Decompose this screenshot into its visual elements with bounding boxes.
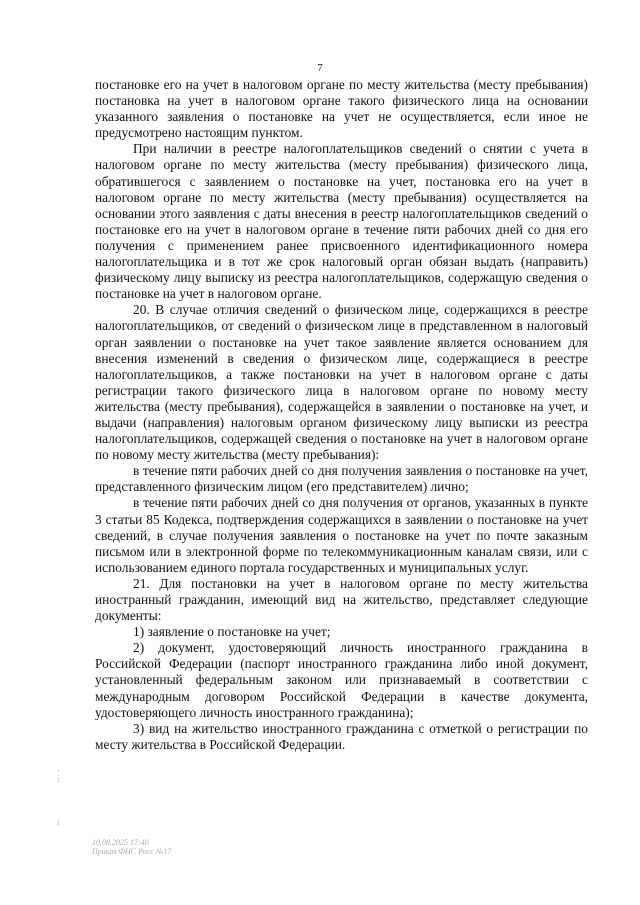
paragraph-continuation: постановке его на учет в налоговом органе по месту жительства (месту пребывания) постановка на учет в налоговом органе такого физического лица на основании указанного заявления о постановке на учет не осуществляется, если иное не предусмотрено настоящим пунктом. [95,77,588,141]
list-item-residence-permit: 3) вид на жительство иностранного гражданина с отметкой о регистрации по месту жительства в Российской Федерации. [95,720,588,752]
document-body [95,77,588,753]
footer-line-1: 10.08.2025 17:40 [92,838,149,847]
paragraph-item-20: 20. В случае отличия сведений о физическом лице, содержащихся в реестре налогоплательщиков, от сведений о физическом лице в представленном в налоговый орган заявлении о постановке на учет такое заявление является основанием для внесения изменений в сведения о физическом лице, содержащиеся в реестре налогоплательщиков, а также постановки на учет в налоговом органе с даты регистрации такого физического лица в налоговом органе по новому месту жительства (месту пребывания), содержащейся в заявлении о постановке на учет, и выдачи (направления) налоговым органом физическому лицу выписки из реестра налогоплательщиков, содержащей сведения о постановке на учет в налоговом органе по новому месту жительства (месту пребывания): [95,302,588,463]
margin-marks: ⁚ ⁝ ⁝ [57,769,60,827]
paragraph-deregistration: При наличии в реестре налогоплательщиков сведений о снятии с учета в налоговом органе по месту жительства (месту пребывания) физического лица, обратившегося с заявлением о постановке на учет, постановка его на учет в налоговом органе по месту жительства (месту пребывания) осуществляется на основании этого заявления с даты внесения в реестр налогоплательщиков сведений о постановке его на учет в налоговом органе в течение пяти рабочих дней со дня его получения с применением ранее присвоенного идентификационного номера налогоплательщика и в тот же срок налоговый орган обязан выдать (направить) физическому лицу выписку из реестра налогоплательщиков, содержащую сведения о постановке на учет в налоговом органе. [95,141,588,302]
page-number: 7 [317,62,323,74]
list-item-identity-document: 2) документ, удостоверяющий личность иностранного гражданина в Российской Федерации (паспорт иностранного гражданина либо иной документ, установленный федеральным законом или признаваемый в соответствии с международным договором Российской Федерации в качестве документа, удостоверяющего личность иностранного гражданина); [95,640,588,720]
paragraph-term-personal: в течение пяти рабочих дней со дня получения заявления о постановке на учет, представленного физическим лицом (его представителем) лично; [95,463,588,495]
footer-line-2: Приказ ФНС Росс №17 [92,847,172,856]
footer-stamp [92,838,171,856]
paragraph-term-confirmation: в течение пяти рабочих дней со дня получения от органов, указанных в пункте 3 статьи 85 Кодекса, подтверждения содержащихся в заявлении о постановке на учет сведений, в случае получения заявления о постановке на учет по почте заказным письмом или в электронной форме по телекоммуникационным каналам связи, или с использованием единого портала государственных и муниципальных услуг. [95,495,588,575]
paragraph-item-21: 21. Для постановки на учет в налоговом органе по месту жительства иностранный гражданин, имеющий вид на жительство, представляет следующие документы: [95,575,588,624]
list-item-application: 1) заявление о постановке на учет; [133,624,331,640]
